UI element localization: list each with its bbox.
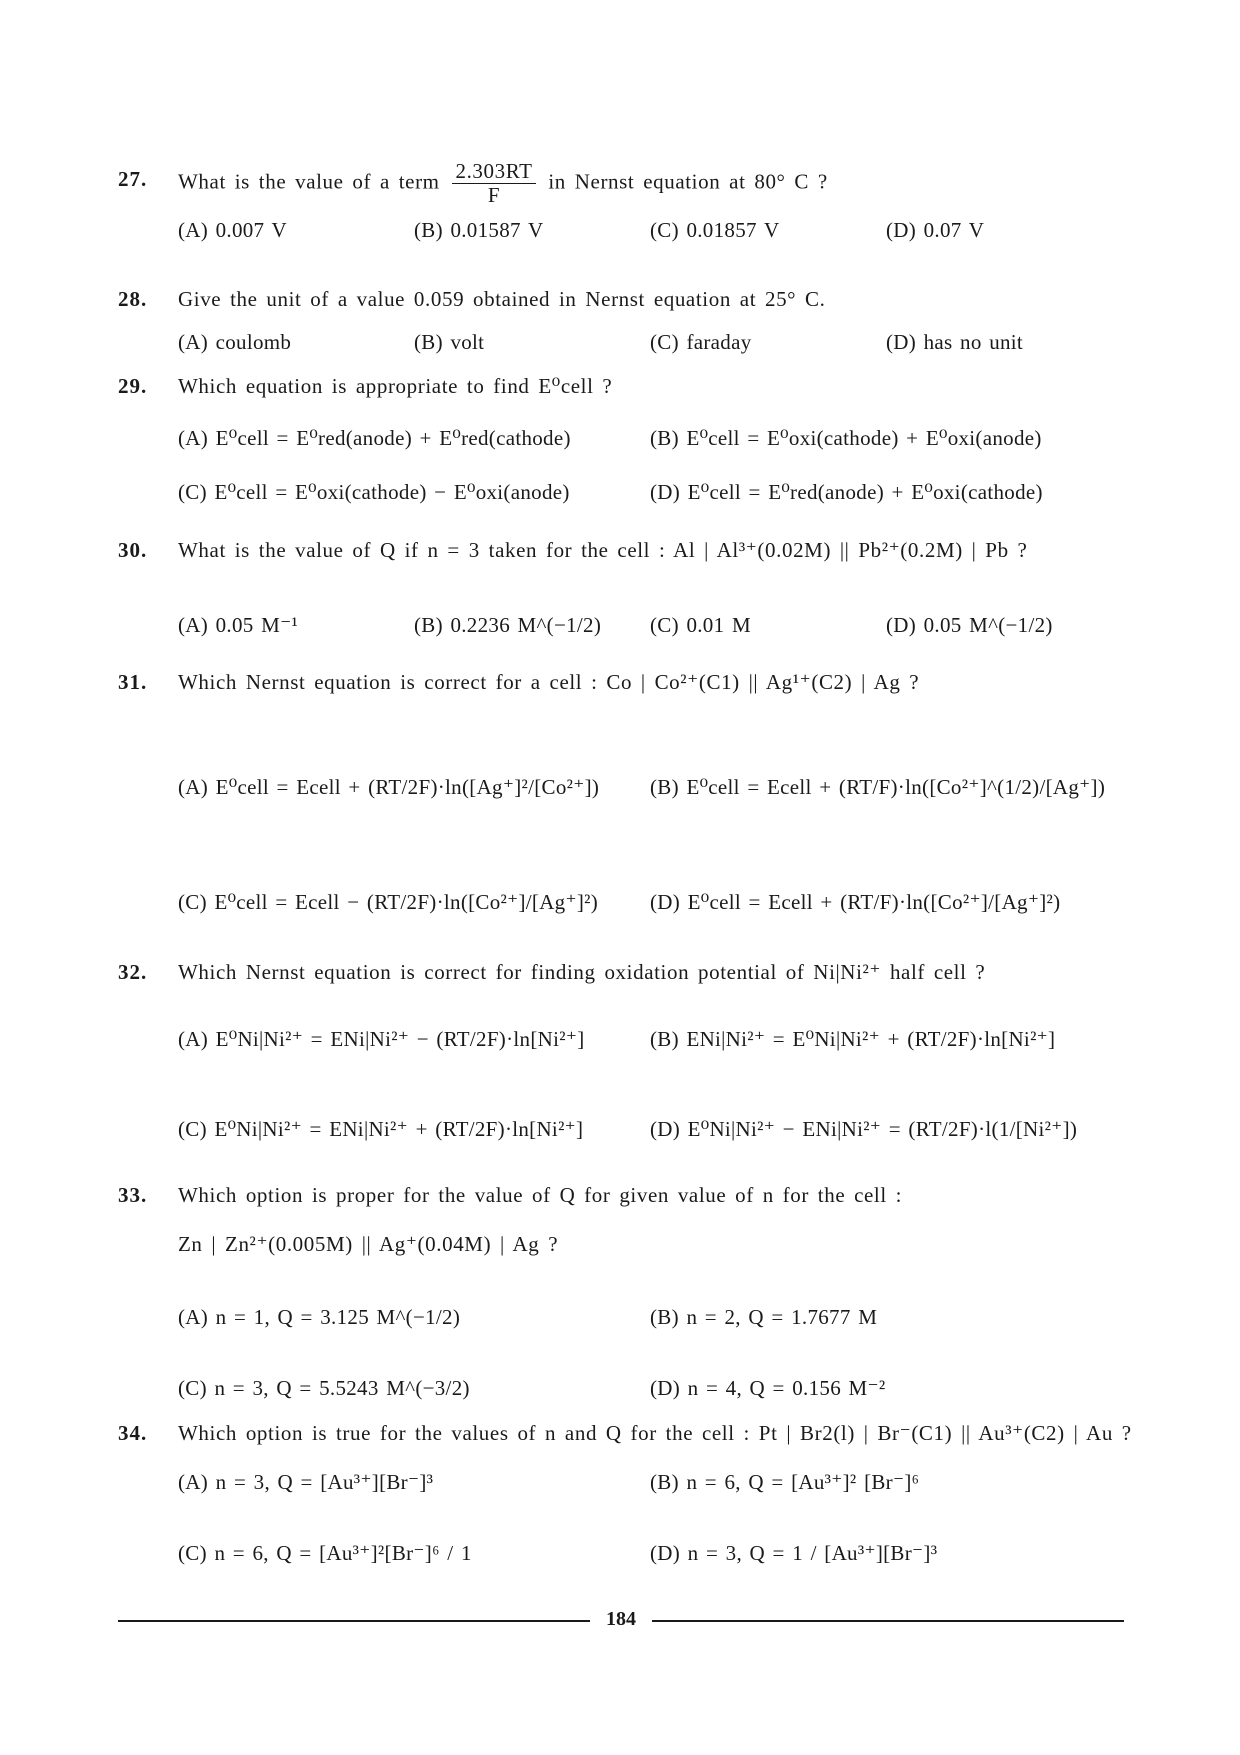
option-a: (A) E⁰Ni|Ni²⁺ = ENi|Ni²⁺ − (RT/2F)·ln[Ni²⁺] [178, 1027, 585, 1051]
option-a: (A) n = 1, Q = 3.125 M^(−1/2) [178, 1305, 461, 1329]
question-number: 32. [118, 960, 148, 984]
question-text: Give the unit of a value 0.059 obtained in Nernst equation at 25° C. [178, 287, 826, 311]
option-b: (B) n = 6, Q = [Au³⁺]² [Br⁻]⁶ [650, 1470, 920, 1494]
option-b: (B) 0.01587 V [414, 218, 544, 242]
question-number: 31. [118, 670, 148, 694]
fraction [452, 160, 535, 207]
option-d: (D) 0.05 M^(−1/2) [886, 613, 1053, 637]
option-d: (D) 0.07 V [886, 218, 985, 242]
question-number: 28. [118, 287, 148, 311]
question-number: 33. [118, 1183, 148, 1207]
option-d: (D) E⁰cell = E⁰red(anode) + E⁰oxi(cathode) [650, 480, 1043, 504]
question-text-part: What is the value of a term [178, 169, 440, 194]
option-a: (A) coulomb [178, 330, 292, 354]
option-b: (B) ENi|Ni²⁺ = E⁰Ni|Ni²⁺ + (RT/2F)·ln[Ni²⁺] [650, 1027, 1056, 1051]
fraction-numerator: 2.303RT [452, 160, 535, 184]
fraction-denominator: F [487, 183, 501, 208]
option-c: (C) E⁰Ni|Ni²⁺ = ENi|Ni²⁺ + (RT/2F)·ln[Ni²⁺] [178, 1117, 584, 1141]
option-c: (C) 0.01 M [650, 613, 751, 637]
option-a: (A) 0.007 V [178, 218, 287, 242]
option-b: (B) E⁰cell = Ecell + (RT/F)·ln([Co²⁺]^(1/2)/[Ag⁺]) [650, 775, 1106, 799]
option-d: (D) n = 4, Q = 0.156 M⁻² [650, 1376, 886, 1400]
option-d: (D) n = 3, Q = 1 / [Au³⁺][Br⁻]³ [650, 1541, 938, 1565]
cell-notation: Zn | Zn²⁺(0.005M) || Ag⁺(0.04M) | Ag ? [178, 1232, 559, 1256]
question-text: Which option is proper for the value of Q for given value of n for the cell : [178, 1183, 903, 1207]
question-text: Which equation is appropriate to find E⁰cell ? [178, 374, 613, 398]
option-c: (C) 0.01857 V [650, 218, 780, 242]
option-c: (C) E⁰cell = E⁰oxi(cathode) − E⁰oxi(anode) [178, 480, 570, 504]
question-number: 27. [118, 167, 148, 191]
option-a: (A) E⁰cell = E⁰red(anode) + E⁰red(cathode) [178, 426, 571, 450]
option-b: (B) E⁰cell = E⁰oxi(cathode) + E⁰oxi(anode) [650, 426, 1042, 450]
page-number: 184 [606, 1608, 636, 1630]
option-d: (D) E⁰Ni|Ni²⁺ − ENi|Ni²⁺ = (RT/2F)·l(1/[Ni²⁺]) [650, 1117, 1078, 1141]
option-a: (A) n = 3, Q = [Au³⁺][Br⁻]³ [178, 1470, 434, 1494]
question-text-part: in Nernst equation at 80° C ? [548, 169, 828, 194]
option-b: (B) volt [414, 330, 485, 354]
option-b: (B) n = 2, Q = 1.7677 M [650, 1305, 878, 1329]
option-d: (D) has no unit [886, 330, 1024, 354]
option-d: (D) E⁰cell = Ecell + (RT/F)·ln([Co²⁺]/[Ag⁺]²) [650, 890, 1061, 914]
option-c: (C) n = 3, Q = 5.5243 M^(−3/2) [178, 1376, 470, 1400]
option-a: (A) E⁰cell = Ecell + (RT/2F)·ln([Ag⁺]²/[Co²⁺]) [178, 775, 600, 799]
option-a: (A) 0.05 M⁻¹ [178, 613, 299, 637]
option-c: (C) E⁰cell = Ecell − (RT/2F)·ln([Co²⁺]/[Ag⁺]²) [178, 890, 599, 914]
question-text [178, 160, 828, 207]
footer-rule-right [652, 1620, 1124, 1622]
option-b: (B) 0.2236 M^(−1/2) [414, 613, 602, 637]
option-c: (C) n = 6, Q = [Au³⁺]²[Br⁻]⁶ / 1 [178, 1541, 472, 1565]
question-text: Which Nernst equation is correct for a cell : Co | Co²⁺(C1) || Ag¹⁺(C2) | Ag ? [178, 670, 920, 694]
question-text: Which Nernst equation is correct for finding oxidation potential of Ni|Ni²⁺ half cell ? [178, 960, 986, 984]
question-number: 30. [118, 538, 148, 562]
question-number: 34. [118, 1421, 148, 1445]
question-number: 29. [118, 374, 148, 398]
question-text: What is the value of Q if n = 3 taken for the cell : Al | Al³⁺(0.02M) || Pb²⁺(0.2M) | Pb ? [178, 538, 1028, 562]
footer-rule-left [118, 1620, 590, 1622]
option-c: (C) faraday [650, 330, 752, 354]
question-text: Which option is true for the values of n and Q for the cell : Pt | Br2(l) | Br⁻(C1) || Au³⁺(C2) | Au ? [178, 1421, 1132, 1445]
